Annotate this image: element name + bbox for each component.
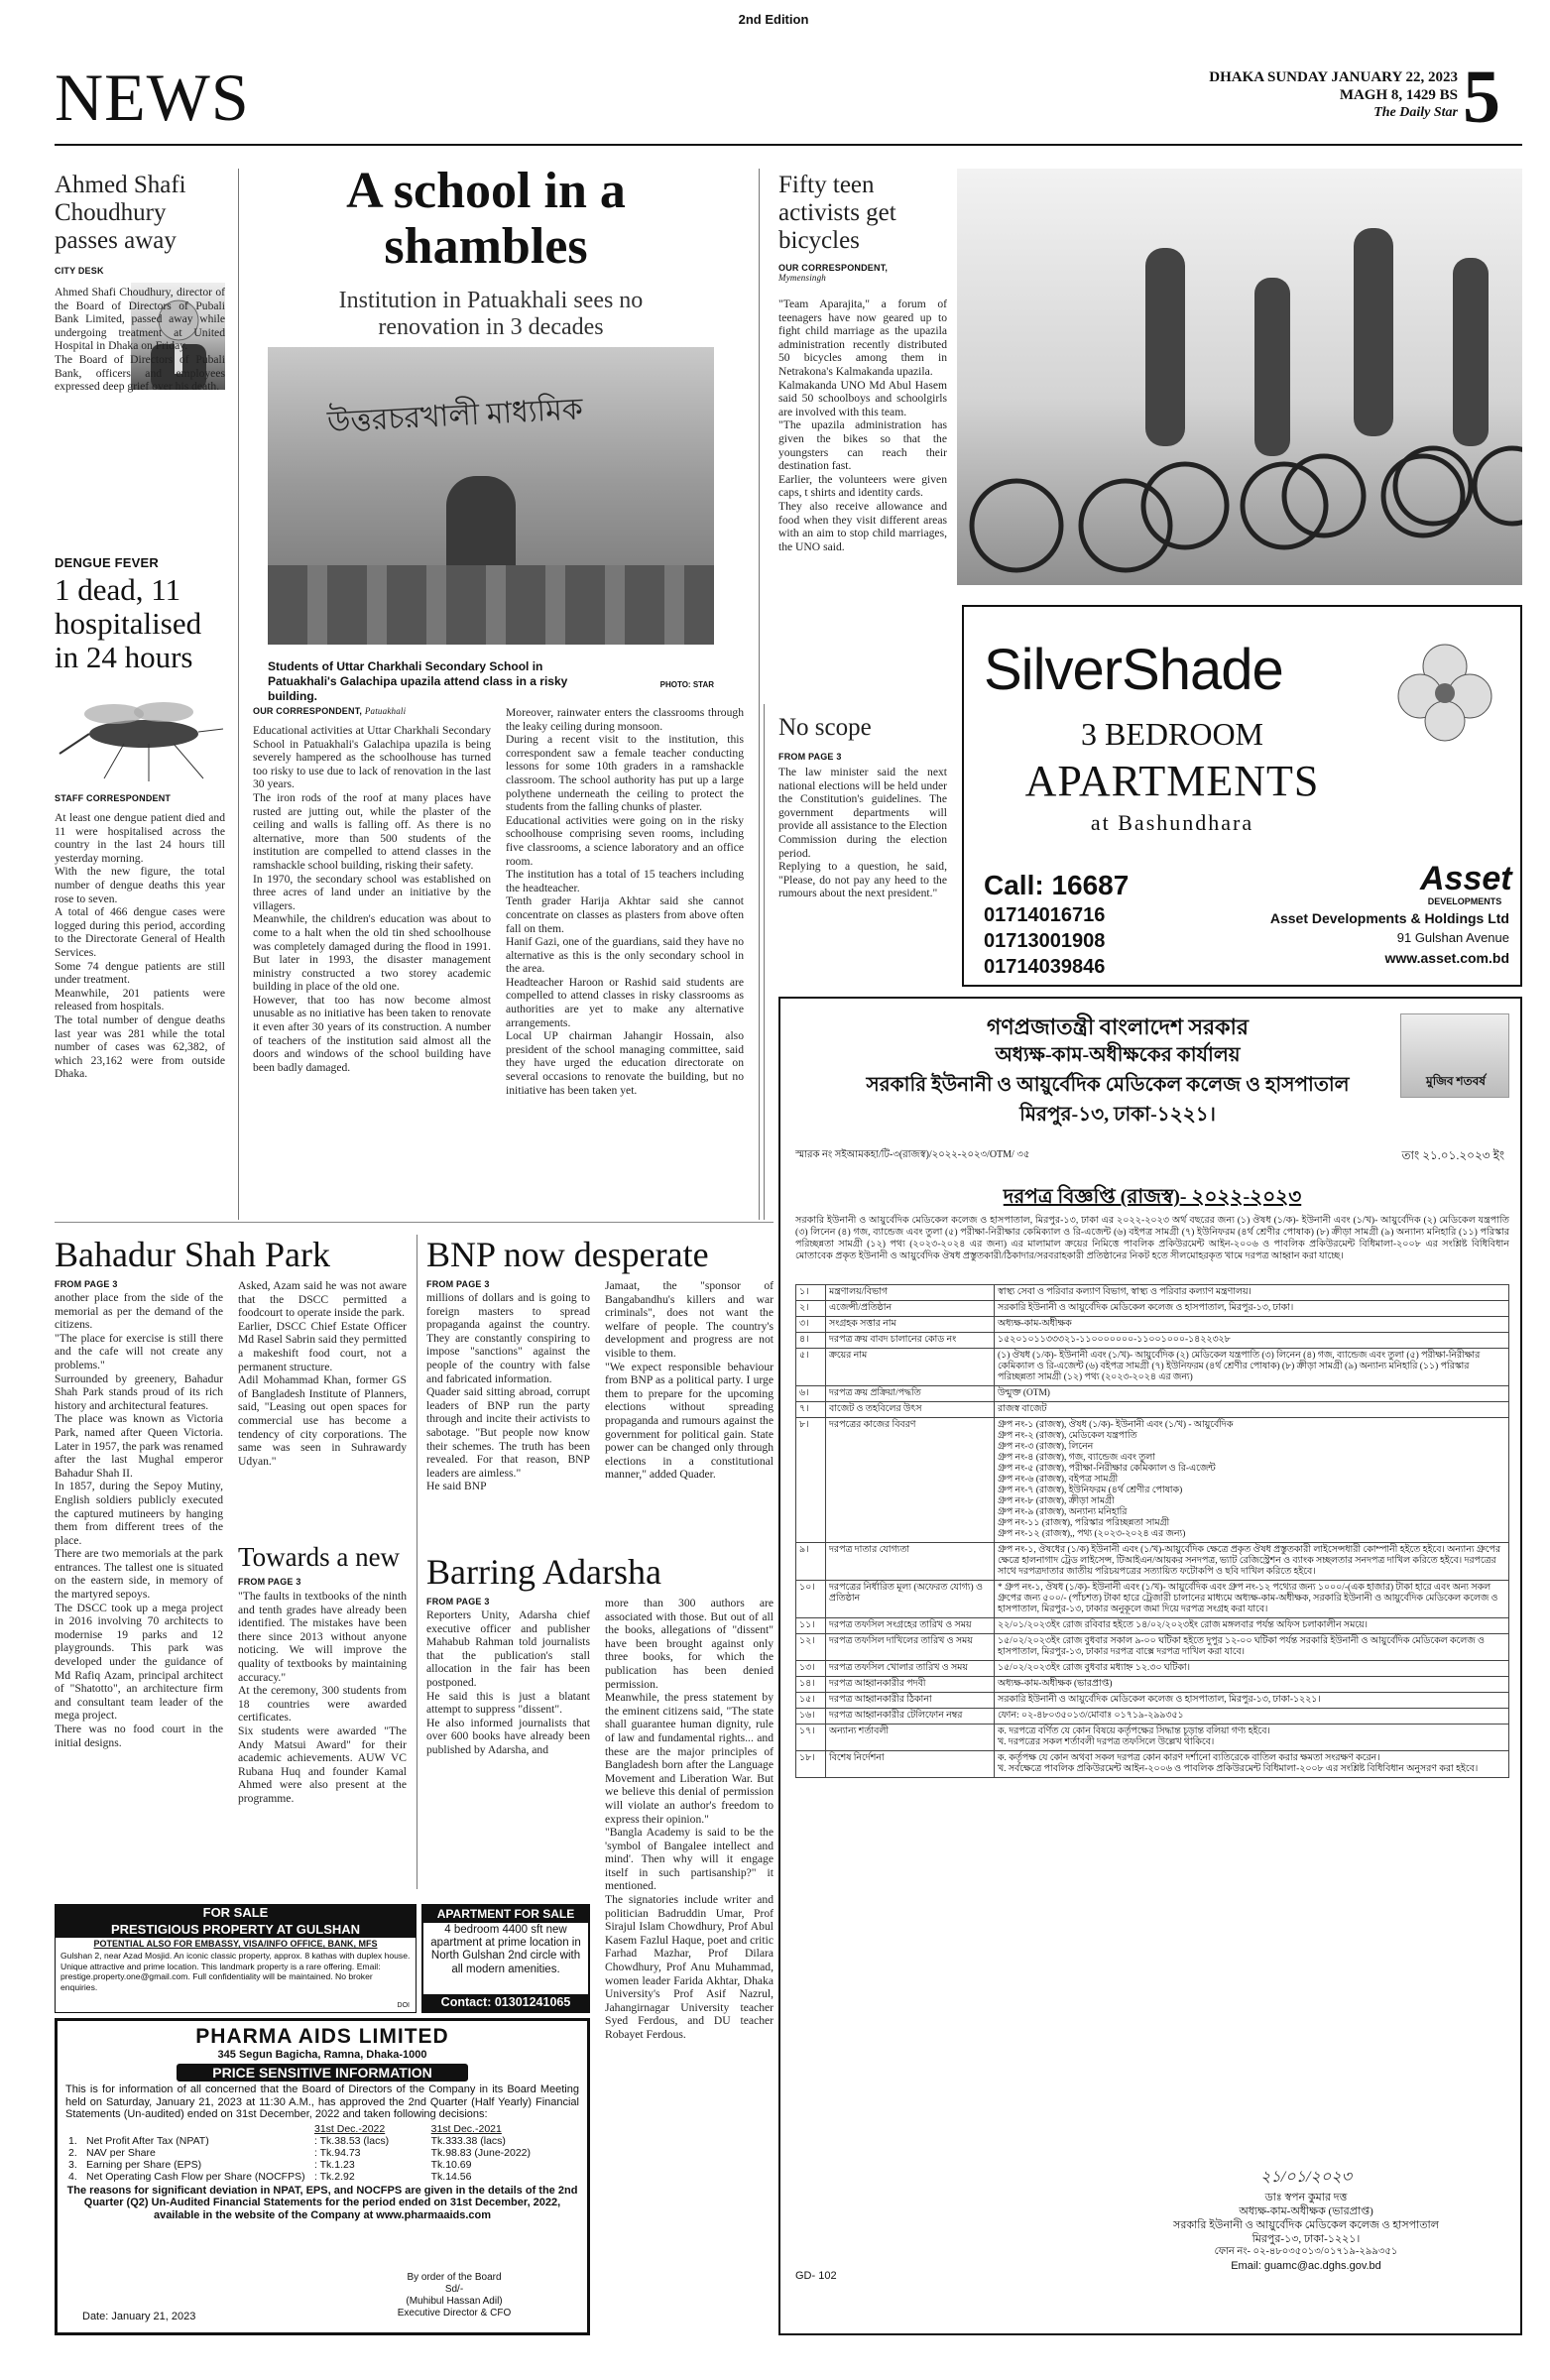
silvershade-phone-1[interactable]: 01714016716 [984,904,1106,926]
bicycles-headline: Fifty teen activists get bicycles [778,172,896,254]
flower-icon [1380,627,1509,756]
bicycles-body: "Team Aparajita," a forum of teenagers have now geared up to fight child marriage as the upazila administration recently distributed 50 bicycles among them in Netrakona's Kalmakanda upazila. Kalmakanda UNO Md Abul Hasem said 50 schoolboys and schoolgirls are involved with this team. "The upazila administration has given the bikes so that the youngsters can reach their destination fast. Earlier, the volunteers were given caps, t shirts and identity cards. They also receive allowance and food when they visit different areas with an aim to stop child marriages, the UNO said. [778,298,947,553]
forsale-ad[interactable] [55,1904,417,2013]
row-current: : Tk.94.73 [314,2146,361,2159]
row-value: * গ্রুপ নং-১, ঔষধ (১/ক)- ইউনানী এবং (১/খ)- আয়ুর্বেদিক এবং গ্রুপ নং-১২ পথ্যের জন্য ১০০০/-(এক হাজার) টাকা হারে এবং অন্য সকল গ্রুপের জন্য ৫০০/- (পাঁচশত) টাকা হারে ট্রেজারী চালানের মাধ্যমে অধ্যক্ষ-কাম-অধীক্ষক, সরকারি ইউনানী ও আয়ুর্বেদিক মেডিকেল কলেজ ও হাসপাতাল, মিরপুর-১৩, ঢাকার অনুকূলে জমা দিয়ে দরপত্র সংগ্রহ করা যাবে। [995,1581,1509,1618]
tender-table [795,1284,1509,1778]
silvershade-brand: SilverShade [984,638,1283,702]
table-row [796,1285,1509,1301]
pharma-col1-header: 31st Dec.-2022 [314,2122,386,2135]
school-body-col1: Educational activities at Uttar Charkhali Secondary School in Patuakhali's Galachipa upazila is being severely hampered as the schoolhouse has turned too risky to use due to lack of renovation in the last 30 years. The iron rods of the roof at many places have rusted are jutting out, while the plaster of the ceiling and walls is falling off. As there is no alternative, more than 500 students of the institution are compelled to attend classes in the ramshackle school building, risking their safety. In 1970, the secondary school was established on three acres of land under an initiative by the villagers. Meanwhile, the children's education was about to come to a halt when the old tin shed schoolhouse was completely damaged during the flood in 1991. But later in 1993, the disaster management ministry constructed a two storey academic building in place of the old one. However, that too has now become almost unusable as no initiative has been taken to renovate it even after 30 years of its construction. A number of teachers of the institution said almost all the doors and windows of the school building have been badly damaged. [253,724,491,1074]
tender-signer: ডাঃ স্বপন কুমার দত্ত [1264,2192,1348,2203]
row-num: ১৬। [796,1709,826,1725]
row-num: ২। [796,1301,826,1317]
mujib-logo [1400,1013,1509,1098]
pharma-table-header [65,2123,581,2135]
apartment-ad[interactable] [421,1904,590,2013]
school-byline-place: Patuakhali [364,706,407,716]
obit-body: Ahmed Shafi Choudhury, director of the Board of Directors of Pubali Bank Limited, passed away while undergoing treatment at United Hospital in Dhaka on Friday. The Board of Directors of Pubali Bank, officers and employees expressed deep grief over his death. [55,286,225,394]
bahadur-headline: Bahadur Shah Park [55,1235,330,1274]
tender-sig-phone: ফোন নং- ০২-৪৮০৩৫০১৩/০১৭১৯-২৯৯৩৫১ [1214,2246,1398,2257]
silvershade-phone-3[interactable]: 01714039846 [984,956,1106,978]
silvershade-line2: APARTMENTS [1024,757,1320,805]
forsale-title: PRESTIGIOUS PROPERTY AT GULSHAN [56,1921,416,1938]
col-divider [238,169,239,1220]
row-current: : Tk.2.92 [314,2170,355,2183]
row-num: ১২। [796,1634,826,1661]
row-label: Net Operating Cash Flow per Share (NOCFPS) [86,2170,305,2183]
row-key: দরপত্র তফসিল খোলার তারিখ ও সময় [826,1661,995,1677]
asset-website[interactable]: www.asset.com.bd [1384,950,1509,966]
towards-from: FROM PAGE 3 [238,1577,301,1587]
row-num: ১৫। [796,1693,826,1709]
row-value: অধ্যক্ষ-কাম-অধীক্ষক [995,1317,1509,1333]
masthead-rule [55,144,1522,146]
table-row [796,1693,1509,1709]
pharma-notice [55,2018,590,2335]
dateline: DHAKA SUNDAY JANUARY 22, 2023 [1209,69,1458,85]
table-row [796,1634,1509,1661]
asset-logo-sub: DEVELOPMENTS [1427,896,1502,906]
col-divider [764,704,765,1220]
row-num: ১১। [796,1618,826,1634]
table-row [796,1661,1509,1677]
tender-h3: সরকারি ইউনানী ও আয়ুর্বেদিক মেডিকেল কলেজ ও হাসপাতাল [866,1074,1350,1096]
dengue-body: At least one dengue patient died and 11 were hospitalised across the country in the last 24 hours till yesterday morning. With the new figure, the total number of dengue deaths this year rose to seven. A total of 466 dengue cases were logged during this period, according to the Directorate General of Health Services. Some 74 dengue patients are still under treatment. Meanwhile, 201 patients were released from hospitals. The total number of dengue deaths last year was 281 while the total number of cases was 62,382, of which 23,162 were from outside Dhaka. [55,811,225,1081]
row-key: দরপত্র আহ্বানকারীর টেলিফোন নম্বর [826,1709,995,1725]
silvershade-line3: at Bashundhara [1090,810,1254,835]
tender-intro: সরকারি ইউনানী ও আয়ুর্বেদিক মেডিকেল কলেজ ও হাসপাতাল, মিরপুর-১৩, ঢাকা এর ২০২২-২০২৩ অর্থ বছরের জন্য (১) ঔষধ (১/ক)- ইউনানী এবং (১/খ)- আয়ুর্বেদিক (২) মেডিকেল যন্ত্রপাতি (৩) লিনেন (৪) গজ, ব্যান্ডেজ এবং তুলা (৫) পরীক্ষা-নিরীক্ষার কেমিক্যাল ও রি-এজেন্ট (৬) বইপত্র সামগ্রী (৭) ইউনিফরম (৪র্থ শ্রেণীর পোষাক) (৮) ক্রীড়া সামগ্রী (৯) অন্যান্য মনিহারি (১১) পরিস্কার পরিচ্ছন্নতা সামগ্রী (১২) পথ্য (২০২৩-২০২৪ এর জন্য) এর মালামাল ক্রয়ের নিমিত্তে পাবলিক প্রকিউরমেন্ট আইন-২০০৬ ও পাবলিক প্রকিউরমেন্ট বিধিমালা-২০০৮ এর সংশ্লিষ্ট বিধিবিধান মোতাবেক প্রকৃত ইউনানী ও আয়ুর্বেদিক ঔষধ প্রস্তুতকারী/ঠিকাদার/সরবরাহকারী প্রতিষ্ঠানের নিকট হতে সীলমোহরকৃত খামে দরপত্র আহ্বান করা যাচ্ছে। [795,1215,1509,1261]
forsale-text: Gulshan 2, near Azad Mosjid. An iconic classic property, approx. 8 kathas with duplex house. Unique attractive and prime location. This landmark property is a rare offering. Email: prestige.property.one@gmail.com. Full confidentiality will be maintained. No broker enquiries. [60,1951,411,1992]
row-value: গ্রুপ নং-১ (রাজস্ব), ঔষধ (১/ক)- ইউনানী এবং (১/খ) - আয়ুর্বেদিক গ্রুপ নং-২ (রাজস্ব), মেডিকেল যন্ত্রপাতি গ্রুপ নং-৩ (রাজস্ব), লিনেন গ্রুপ নং-৪ (রাজস্ব), গজ, ব্যান্ডেজ এবং তুলা গ্রুপ নং-৫ (রাজস্ব), পরীক্ষা-নিরীক্ষার কেমিক্যাল ও রি-এজেন্ট গ্রুপ নং-৬ (রাজস্ব), বইপত্র সামগ্রী গ্রুপ নং-৭ (রাজস্ব), ইউনিফরম (৪র্থ শ্রেণীর পোষাক) গ্রুপ নং-৮ (রাজস্ব), ক্রীড়া সামগ্রী গ্রুপ নং-৯ (রাজস্ব), অন্যান্য মনিহারি গ্রুপ নং-১১ (রাজস্ব), পরিস্কার পরিচ্ছন্নতা সামগ্রী গ্রুপ নং-১২ (রাজস্ব),, পথ্য (২০২৩-২০২৪ এর জন্য) [995,1418,1509,1543]
row-num: ৯। [796,1543,826,1581]
bicycles-byline-place: Mymensingh [778,273,826,283]
tender-memo-date: তাং ২১.০১.২০২৩ ইং [1401,1148,1504,1162]
tender-title: দরপত্র বিজ্ঞপ্তি (রাজস্ব)- ২০২২-২০২৩ [1003,1186,1302,1208]
forsale-sub: POTENTIAL ALSO FOR EMBASSY, VISA/INFO OFFICE, BANK, MFS [93,1939,378,1949]
tender-sig-org: সরকারি ইউনানী ও আয়ুর্বেদিক মেডিকেল কলেজ ও হাসপাতাল [1173,2219,1439,2231]
obit-headline: Ahmed Shafi Choudhury passes away [55,172,186,254]
row-value: ২২/০১/২০২৩ইং রোজ রবিবার হইতে ১৪/০২/২০২৩ইং রোজ মঙ্গলবার পর্যন্ত অফিস চলাকালীন সময়ে। [995,1618,1509,1634]
pharma-sd: Sd/- [444,2284,464,2295]
row-num: 1. [68,2134,77,2147]
barring-col1: Reporters Unity, Adarsha chief executive officer and publisher Mahabub Rahman told journalists that the publication's stall allocation in the fair has been postponed. He said this is just a blatant attempt to suppress "dissent". He also informed journalists that over 600 books have already been published by Adarsha, and [426,1608,590,1756]
paper-name: The Daily Star [1373,105,1458,120]
table-row [65,2171,581,2183]
obit-byline: CITY DESK [55,266,104,276]
table-row [65,2159,581,2171]
pharma-intro: This is for information of all concerned that the Board of Directors of the Company in its Board Meeting held on Saturday, January 21, 2023 at 11:30 A.M., has approved the 2nd Quarter (Half Yearly) Financial Statements (Un-audited) ended on 31st December, 2022 and taken following decisions: [65,2083,579,2121]
table-row [65,2147,581,2159]
dengue-byline: STAFF CORRESPONDENT [55,793,172,803]
barring-from: FROM PAGE 3 [426,1597,490,1606]
row-key: এজেন্সী/প্রতিষ্ঠান [826,1301,995,1317]
apartment-text: 4 bedroom 4400 sft new apartment at prime location in North Gulshan 2nd circle with all modern amenities. [430,1924,581,1975]
bnp-from: FROM PAGE 3 [426,1279,490,1289]
school-byline [253,706,481,716]
bangla-date: MAGH 8, 1429 BS [1339,87,1458,103]
table-row [796,1418,1509,1543]
row-value: উন্মুক্ত (OTM) [995,1386,1509,1402]
row-num: ৮। [796,1418,826,1543]
row-label: Earning per Share (EPS) [86,2158,202,2171]
tender-notice [778,997,1522,2335]
school-caption: Students of Uttar Charkhali Secondary School in Patuakhali's Galachipa upazila attend class in a risky building. [268,659,568,703]
row-label: NAV per Share [86,2146,156,2159]
row-num: ১০। [796,1581,826,1618]
row-key: দরপত্র তফসিল সংগ্রহের তারিখ ও সময় [826,1618,995,1634]
asset-company: Asset Developments & Holdings Ltd [1269,910,1509,926]
row-num: ১৪। [796,1677,826,1693]
forsale-head: FOR SALE [56,1905,416,1921]
apartment-head: APARTMENT FOR SALE [423,1906,588,1923]
bicycles-photo [957,169,1522,585]
bnp-col1: millions of dollars and is going to foreign masters to spread propaganda against the country. They are constantly conspiring to impose "sanctions" against the people of the country with false and fabricated information. Quader said sitting abroad, corrupt leaders of BNP run the party through and incite their activists to sabotage. "But people now know their schemes. The truth has been revealed. For that reason, BNP leaders are aimless." He said BNP [426,1291,590,1493]
row-num: ৫। [796,1349,826,1386]
pharma-order: By order of the Board [407,2272,502,2283]
silvershade-flower-icon [1380,627,1509,756]
table-row [796,1386,1509,1402]
row-value: রাজস্ব বাজেট [995,1402,1509,1418]
silvershade-call: Call: 16687 [984,870,1130,900]
row-key: অন্যান্য শর্তাবলী [826,1725,995,1751]
noscope-from: FROM PAGE 3 [778,752,842,762]
row-value: ১৫২০১০১১৩৩৩২১-১১০০০০০০০-১১০০১০০০-১৪২২৩২৮ [995,1333,1509,1349]
silvershade-ad[interactable] [962,605,1522,987]
table-row [796,1317,1509,1333]
row-num: ৪। [796,1333,826,1349]
noscope-body: The law minister said the next national elections will be held under the Constitution's guidelines. The government departments will provide all assistance to the Election Commission during the election period. Replying to a question, he said, "Please, do not pay any heed to the rumours about the next president." [778,766,947,900]
row-value: ১৫/০২/২০২৩ইং রোজ বুধবার মধ্যাহ্ন ১২.৩০ ঘটিকা। [995,1661,1509,1677]
row-value: ১৫/০২/২০২৩ইং রোজ বুধবার সকাল ৯-০০ ঘটিকা হইতে দুপুর ১২-০০ ঘটিকা পর্যন্ত সরকারি ইউনানী ও আয়ুর্বেদিক মেডিকেল কলেজ ও হাসপাতাল, মিরপুর-১৩, ঢাকার দরপত্র বাক্সে দরপত্র দাখিল করা যাবে। [995,1634,1509,1661]
row-value: ক. কর্তৃপক্ষ যে কোন অথবা সকল দরপত্র কোন কারণ দর্শানো ব্যতিরেকে বাতিল করার ক্ষমতা সংরক্ষণ করেন। খ. সর্বক্ষেত্রে পাবলিক প্রকিউরমেন্ট আইন-২০০৬ ও পাবলিক প্রকিউরমেন্ট বিধিমালা-২০০৮ এর সংশ্লিষ্ট বিধিবিধান অনুসরণ করা হইবে। [995,1751,1509,1778]
tender-sig-des: অধ্যক্ষ-কাম-অধীক্ষক (ভারপ্রাপ্ত) [1239,2205,1373,2217]
pharma-table [65,2123,581,2183]
dengue-kicker: DENGUE FEVER [55,555,159,570]
tender-h4: মিরপুর-১৩, ঢাকা-১২২১। [1019,1104,1216,1126]
table-row [796,1751,1509,1778]
silvershade-phone-2[interactable]: 01713001908 [984,930,1106,952]
school-byline-label: OUR CORRESPONDENT, [253,706,363,716]
col-divider [759,169,760,1220]
row-key: দরপত্র আহ্বানকারীর পদবী [826,1677,995,1693]
barring-col2: more than 300 authors are associated with those. But out of all the books, allegations of "dissent" have been brought against only three books, for which the publication has been denied permission. Meanwhile, the press statement by the eminent citizens said, "The state shall guarantee human dignity, rule of law and fundamental rights... and these are the major principles of Bangladesh born after the Language Movement and Liberation War. But we believe this denial of permission will violate an author's freedom to express their opinion." "Bangla Academy is said to be the 'symbol of Bangalee intellect and mind'. Then why will it engage itself in such partisanship?" it mentioned. The signatories include writer and politician Badruddin Umar, Prof Sirajul Islam Chowdhury, Prof Abul Kasem Fazlul Haque, poet and critic Farhad Mazhar, Prof Dilara Chowdhury, Prof Anu Muhammad, women leader Farida Akhtar, Dhaka University's Prof Asif Nazrul, Jahangirnagar University teacher Syed Ferdous, and DU teacher Robayet Ferdous. [605,1597,774,2041]
mosquito-icon [55,684,225,783]
row-num: ১। [796,1285,826,1301]
towards-body: "The faults in textbooks of the ninth and tenth grades have already been identified. The mistakes have been there since 2013 without anyone noticing. We will improve the quality of textbooks by maintaining accuracy." At the ceremony, 300 students from 18 countries were awarded certificates. Six students were awarded "The Andy Matsui Award" for their academic achievements. AUW VC Rubana Huq and founder Kamal Ahmed were also present at the programme. [238,1590,407,1805]
dengue-headline: 1 dead, 11 hospitalised in 24 hours [55,573,202,674]
pharma-note: The reasons for significant deviation in NPAT, EPS, and NOCFPS are given in the details of the 2nd Quarter (Q2) Un-Audited Financial Statements for the period ended on 31st December, 2022, available in the website of the Company at www.pharmaaids.com [66,2184,578,2221]
pharma-band: PRICE SENSITIVE INFORMATION [177,2064,468,2082]
row-value: ফোন: ০২-৪৮০৩৫০১৩/মোবাঃ ০১৭১৯-২৯৯৩৫১ [995,1709,1509,1725]
edition-label: 2nd Edition [738,12,809,27]
table-row [796,1543,1509,1581]
table-row [796,1349,1509,1386]
pharma-col2-header: 31st Dec.-2021 [430,2122,502,2135]
mujib-logo-text: মুজিব শতবর্ষ [1426,1074,1486,1088]
row-current: : Tk.1.23 [314,2158,355,2171]
row-value: সরকারি ইউনানী ও আয়ুর্বেদিক মেডিকেল কলেজ ও হাসপাতাল, মিরপুর-১৩, ঢাকা-১২২১। [995,1693,1509,1709]
pharma-name: PHARMA AIDS LIMITED [195,2025,449,2048]
tender-h1: গণপ্রজাতন্ত্রী বাংলাদেশ সরকার [986,1014,1250,1039]
tender-sig-email[interactable]: Email: guamc@ac.dghs.gov.bd [1231,2260,1381,2272]
pharma-signer: (Muhibul Hassan Adil) [406,2296,503,2307]
school-photo [268,347,714,645]
row-num: ১৭। [796,1725,826,1751]
bahadur-col1: another place from the side of the memorial as per the demand of the citizens. "The place for exercise is still there and the cafe will not create any problems." Surrounded by greenery, Bahadur Shah Park stands proud of its rich history and architectural features. The place was known as Victoria Park, named after Queen Victoria. Later in 1957, the park was renamed after the last Mughal emperor Bahadur Shah II. In 1857, during the Sepoy Mutiny, English soldiers publicly executed the captured mutineers by hanging them from different trees of the place. There are two memorials at the park entrances. The tallest one is situated on the eastern side, in memory of the martyred sepoys. The DSCC took up a mega project in 2016 involving 70 architects to modernise 19 parks and 12 playgrounds. This park was developed under the guidance of Md Rafiq Azam, principal architect of "Shatotto", an architecture firm and consultant team leader of the mega project. There was no food court in the initial designs. [55,1291,223,1749]
asset-logo: Asset [1420,860,1512,897]
tender-h2: অধ্যক্ষ-কাম-অধীক্ষকের কার্যালয় [995,1044,1241,1066]
school-sign: উত্তরচরখালী মাধ্যমিক [326,393,584,439]
bicycles-drawing [957,169,1522,585]
row-key: দরপত্র দাতার যোগ্যতা [826,1543,995,1581]
table-row [796,1333,1509,1349]
forsale-code: DOI [397,2002,410,2009]
row-key: দরপত্রের কাজের বিবরণ [826,1418,995,1543]
tender-gd: GD- 102 [795,2270,837,2282]
row-value: (১) ঔষধ (১/ক)- ইউনানী এবং (১/খ)- আয়ুর্বেদিক (২) মেডিকেল যন্ত্রপাতি (৩) লিনেন (৪) গজ, ব্যান্ডেজ এবং তুলা (৫) পরীক্ষা-নিরীক্ষার কেমিক্যাল ও রি-এজেন্ট (৬) বইপত্র সামগ্রী (৭) ইউনিফরম (৪র্থ শ্রেণীর পোষাক) (৮) ক্রীড়া সামগ্রী (৯) অন্যান্য মনিহারি (১১) পরিস্কার পরিচ্ছন্নতা সামগ্রী (১২) পথ্য (২০২৩-২০২৪ এর জন্য) [995,1349,1509,1386]
row-key: বিশেষ নির্দেশনা [826,1751,995,1778]
tender-signature: ২১/০১/২০২৩ [1259,2169,1353,2186]
row-key: ক্রয়ের নাম [826,1349,995,1386]
barring-headline: Barring Adarsha [426,1552,661,1592]
row-value: গ্রুপ নং-১, ঔষধের (১/ক) ইউনানী এবং (১/খ)-আয়ুর্বেদিক ক্ষেত্রে প্রকৃত ঔষধ প্রস্তুতকারী লাইসেন্সধারী কোম্পানী হইতে হইবে। অন্যান্য গ্রুপের ক্ষেত্রে হালনাগাদ ট্রেড লাইসেন্স, টিআইএন/আয়কর সনদপত্র, ভ্যাট রেজিস্ট্রেশন ও ব্যাংক সচ্ছলতার সনদপত্র দাখিল করিতে হইবে। দরপত্রের সাথে দরপত্রদাতার জাতীয় পরিচয়পত্রের সত্যায়িত ফটোকপি ও ছবি দাখিল করিতে হইবে। [995,1543,1509,1581]
row-num: ৭। [796,1402,826,1418]
table-row [796,1709,1509,1725]
tender-memo: স্মারক নং সইআমকহা/টি-৩(রাজস্ব)/২০২২-২০২৩/OTM/ ৩৫ [795,1149,1030,1160]
row-num: ১৮। [796,1751,826,1778]
row-key: দরপত্র ক্রয় প্রক্রিয়া/পদ্ধতি [826,1386,995,1402]
silvershade-line1: 3 BEDROOM [1080,716,1263,752]
table-row [65,2135,581,2147]
section-title: NEWS [55,60,250,135]
noscope-headline: No scope [778,714,872,741]
asset-address: 91 Gulshan Avenue [1396,930,1509,945]
table-row [796,1618,1509,1634]
row-value: অধ্যক্ষ-কাম-অধীক্ষক (ভারপ্রাপ্ত) [995,1677,1509,1693]
bahadur-from: FROM PAGE 3 [55,1279,118,1289]
row-key: বাজেট ও তহবিলের উৎস [826,1402,995,1418]
row-key: দরপত্রের নির্ধারিত মূল্য (অফেরত যোগ্য) ও প্রতিষ্ঠান [826,1581,995,1618]
bnp-col2: Jamaat, the "sponsor of Bangabandhu's killers and war criminals", does not want the welfare of people. The country's development and progress are not visible to them. "We expect responsible behaviour from BNP as a political party. I urge them to prepare for the upcoming elections without spreading propaganda and rumours against the government for political gain. State power can be changed only through elections in a constitutional manner," added Quader. [605,1279,774,1482]
pharma-address: 345 Segun Bagicha, Ramna, Dhaka-1000 [217,2049,427,2061]
table-row [796,1581,1509,1618]
bnp-headline: BNP now desperate [426,1235,709,1274]
row-key: দরপত্র ক্রয় বাবদ চালানের কোড নং [826,1333,995,1349]
row-value: স্বাস্থ্য সেবা ও পরিবার কল্যাণ বিভাগ, স্বাস্থ্য ও পরিবার কল্যাণ মন্ত্রণালয়। [995,1285,1509,1301]
table-row [796,1677,1509,1693]
table-row [796,1301,1509,1317]
school-headline: A school in a shambles [346,164,626,275]
row-num: ৬। [796,1386,826,1402]
pharma-designation: Executive Director & CFO [397,2308,512,2319]
row-key: মন্ত্রণালয়/বিভাগ [826,1285,995,1301]
row-previous: Tk.98.83 (June-2022) [430,2146,532,2159]
row-value: সরকারি ইউনানী ও আয়ুর্বেদিক মেডিকেল কলেজ ও হাসপাতাল, মিরপুর-১৩, ঢাকা। [995,1301,1509,1317]
table-row [796,1402,1509,1418]
row-previous: Tk.14.56 [430,2170,472,2183]
section-rule [55,1222,774,1223]
row-num: ৩। [796,1317,826,1333]
bicycles-byline [778,263,947,283]
row-previous: Tk.333.38 (lacs) [430,2134,506,2147]
row-num: ১৩। [796,1661,826,1677]
mosquito-illustration [55,684,225,783]
page-number: 5 [1463,58,1500,137]
school-photo-desks [268,565,714,645]
apartment-contact: Contact: 01301241065 [423,1994,588,2011]
row-current: : Tk.38.53 (lacs) [314,2134,390,2147]
school-subhead: Institution in Patuakhali sees no renovation in 3 decades [338,288,644,340]
row-key: দরপত্র আহ্বানকারীর ঠিকানা [826,1693,995,1709]
row-key: দরপত্র তফসিল দাখিলের তারিখ ও সময় [826,1634,995,1661]
row-value: ক. দরপত্রে বর্ণিত যে কোন বিষয়ে কর্তৃপক্ষের সিদ্ধান্ত চূড়ান্ত বলিয়া গণ্য হইবে। খ. দরপত্রের সকল শর্তাবলী দরপত্র তফসিলে উল্লেখ থাকিবে। [995,1725,1509,1751]
row-num: 3. [68,2158,77,2171]
row-num: 2. [68,2146,77,2159]
row-num: 4. [68,2170,77,2183]
row-key: সংগ্রহক সত্তার নাম [826,1317,995,1333]
bahadur-col2: Asked, Azam said he was not aware that the DSCC permitted a foodcourt to operate inside the park. Earlier, DSCC Chief Estate Officer Md Rasel Sabrin said they permitted a makeshift food court, not a permanent structure. Adil Mohammad Khan, former GS of Bangladesh Institute of Planners, said, "Leasing out open spaces for commercial use has become a tendency of city corporations. The same was seen in Suhrawardy Udyan." [238,1279,407,1468]
row-previous: Tk.10.69 [430,2158,472,2171]
pharma-date: Date: January 21, 2023 [82,2311,196,2322]
bicycles-byline-label: OUR CORRESPONDENT, [778,263,889,273]
table-row [796,1725,1509,1751]
tender-sig-addr: মিরপুর-১৩, ঢাকা-১২২১। [1252,2233,1361,2245]
towards-headline: Towards a new [238,1542,401,1572]
row-label: Net Profit After Tax (NPAT) [86,2134,209,2147]
tender-table-wrap [795,1284,1509,1778]
photo-credit: PHOTO: STAR [659,680,714,689]
school-body-col2: Moreover, rainwater enters the classrooms through the leaky ceiling during monsoon. During a recent visit to the institution, this correspondent saw a female teacher conducting lessons for some 10th graders in a ramshackle classroom. The school authority has put up a large polythene underneath the ceiling to protect the students from the falling chunks of plaster. Educational activities were going on in the risky schoolhouse comprising seven rooms, including five classrooms, a science laboratory and an office room. The institution has a total of 15 teachers including the headteacher. Tenth grader Harija Akhtar said she cannot concentrate on classes as plasters from above often fall on them. Hanif Gazi, one of the guardians, said they have no alternative as this is the only secondary school in the area. Headteacher Haroon or Rashid said students are compelled to attend classes in risky classrooms as authorities are yet to make any alternative arrangements. Local UP chairman Jahangir Hossain, also president of the school managing committee, said they have urged the education directorate on several occasions to renovate the building, but no initiative has been taken yet. [506,706,744,1097]
